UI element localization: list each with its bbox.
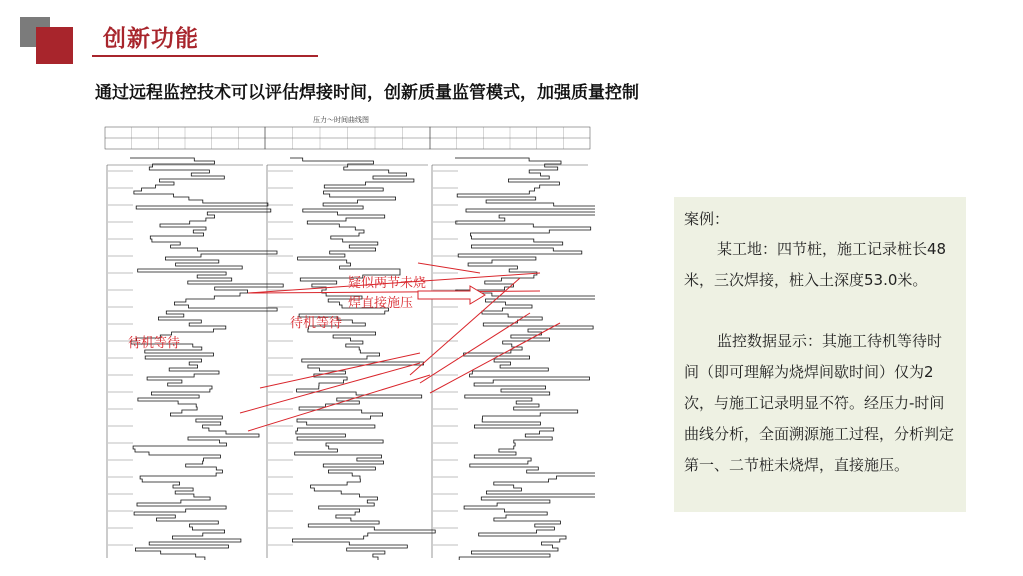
chart-title: 压力～时间曲线图 xyxy=(313,116,369,124)
pressure-trace xyxy=(130,158,283,560)
annotation-waiting-left: 待机等待 xyxy=(128,336,181,351)
chart-curves xyxy=(130,158,595,560)
title-underline xyxy=(92,55,318,57)
page-title: 创新功能 xyxy=(103,26,199,52)
pressure-trace xyxy=(290,158,435,560)
case-paragraph-2: 监控数据显示：其施工待机等待时间（即可理解为烧焊间歇时间）仅为2次，与施工记录明显不符。经压力-时间曲线分析，全面溯源施工过程，分析判定第一、二节桩未烧焊，直接施压。 xyxy=(684,332,955,474)
decor-square-red xyxy=(36,27,73,64)
annotation-waiting-mid: 待机等待 xyxy=(290,316,343,331)
case-paragraph-1: 某工地：四节桩，施工记录桩长48米，三次焊接，桩入土深度53.0米。 xyxy=(684,240,947,289)
case-label: 案例： xyxy=(684,210,730,228)
annotation-arrow-line xyxy=(418,263,480,273)
pressure-trace xyxy=(455,158,595,560)
annotation-suspected: 疑似两节未烧焊直接施压 xyxy=(348,276,427,311)
page-subtitle: 通过远程监控技术可以评估焊接时间，创新质量监管模式，加强质量控制 xyxy=(95,83,639,103)
